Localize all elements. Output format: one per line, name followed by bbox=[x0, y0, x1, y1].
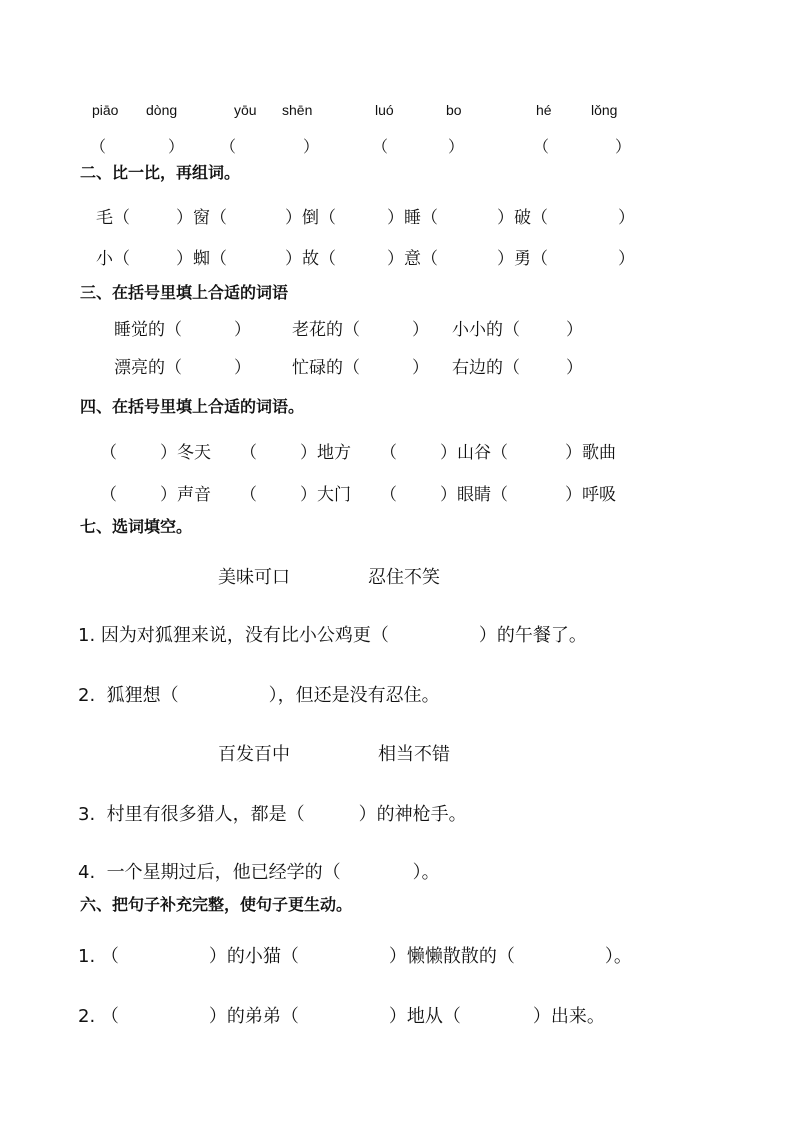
question-line: 1. 因为对狐狸来说，没有比小公鸡更（ ）的午餐了。 bbox=[78, 625, 587, 646]
word-choice: 百发百中 bbox=[218, 744, 290, 765]
pinyin-syllable: piāo bbox=[92, 102, 119, 118]
fill-cell: ）冬天 bbox=[160, 443, 211, 463]
pinyin-syllable: hé bbox=[536, 102, 552, 118]
fill-cell: ） bbox=[234, 320, 251, 340]
answer-paren: ） bbox=[168, 137, 185, 156]
compare-cell: ）勇（ bbox=[497, 249, 548, 269]
fill-cell: （ bbox=[100, 443, 117, 463]
pinyin-syllable: yōu bbox=[234, 102, 257, 118]
section-heading: 三、在括号里填上合适的词语 bbox=[80, 283, 289, 302]
fill-cell: （ bbox=[240, 485, 257, 505]
fill-cell: ） bbox=[566, 358, 583, 378]
compare-cell: ）倒（ bbox=[285, 208, 336, 228]
fill-cell: ） bbox=[234, 358, 251, 378]
fill-cell: 漂亮的（ bbox=[114, 358, 182, 378]
fill-cell: ）声音 bbox=[160, 485, 211, 505]
answer-paren: ） bbox=[303, 137, 320, 156]
compare-cell: 小（ bbox=[96, 249, 130, 269]
fill-cell: （ bbox=[100, 485, 117, 505]
answer-paren: （ bbox=[90, 137, 107, 156]
compare-cell: 毛（ bbox=[96, 208, 130, 228]
question-line: 2. （ ）的弟弟（ ）地从（ ）出来。 bbox=[78, 1006, 605, 1027]
fill-cell: ） bbox=[412, 358, 429, 378]
compare-cell: ）破（ bbox=[497, 208, 548, 228]
fill-cell: ）地方 bbox=[300, 443, 351, 463]
pinyin-syllable: luó bbox=[375, 102, 394, 118]
fill-cell: ）呼吸 bbox=[565, 485, 616, 505]
compare-cell: ）意（ bbox=[387, 249, 438, 269]
fill-cell: ）歌曲 bbox=[565, 443, 616, 463]
pinyin-syllable: lǒng bbox=[591, 102, 618, 118]
question-line: 3. 村里有很多猎人，都是（ ）的神枪手。 bbox=[78, 804, 467, 825]
compare-cell: ）故（ bbox=[285, 249, 336, 269]
question-line: 4. 一个星期过后，他已经学的（ ）。 bbox=[78, 862, 440, 883]
fill-cell: ） bbox=[566, 320, 583, 340]
fill-cell: （ bbox=[380, 443, 397, 463]
answer-paren: （ bbox=[533, 137, 550, 156]
pinyin-syllable: dòng bbox=[146, 102, 178, 118]
fill-cell: ）眼睛（ bbox=[440, 485, 508, 505]
compare-cell: ）睡（ bbox=[387, 208, 438, 228]
fill-cell: ） bbox=[412, 320, 429, 340]
fill-cell: 老花的（ bbox=[292, 320, 360, 340]
fill-cell: 睡觉的（ bbox=[114, 320, 182, 340]
fill-cell: （ bbox=[380, 485, 397, 505]
compare-cell: ） bbox=[618, 208, 635, 228]
fill-cell: 忙碌的（ bbox=[292, 358, 360, 378]
compare-cell: ）蜘（ bbox=[176, 249, 227, 269]
answer-paren: ） bbox=[615, 137, 632, 156]
question-line: 1. （ ）的小猫（ ）懒懒散散的（ ）。 bbox=[78, 946, 632, 967]
fill-cell: ）山谷（ bbox=[440, 443, 508, 463]
compare-cell: ） bbox=[618, 249, 635, 269]
section-heading: 六、把句子补充完整，使句子更生动。 bbox=[80, 895, 353, 914]
section-heading: 四、在括号里填上合适的词语。 bbox=[80, 397, 305, 416]
fill-cell: （ bbox=[240, 443, 257, 463]
pinyin-syllable: shēn bbox=[282, 102, 313, 118]
section-heading: 二、比一比，再组词。 bbox=[80, 163, 241, 182]
pinyin-syllable: bo bbox=[446, 102, 462, 118]
answer-paren: （ bbox=[372, 137, 389, 156]
fill-cell: 小小的（ bbox=[452, 320, 520, 340]
word-choice: 忍住不笑 bbox=[368, 567, 440, 588]
section-heading: 七、选词填空。 bbox=[80, 517, 193, 536]
compare-cell: ）窗（ bbox=[176, 208, 227, 228]
answer-paren: ） bbox=[448, 137, 465, 156]
question-line: 2. 狐狸想（ ），但还是没有忍住。 bbox=[78, 685, 440, 706]
fill-cell: 右边的（ bbox=[452, 358, 520, 378]
word-choice: 美味可口 bbox=[218, 567, 290, 588]
word-choice: 相当不错 bbox=[378, 744, 450, 765]
answer-paren: （ bbox=[220, 137, 237, 156]
fill-cell: ）大门 bbox=[300, 485, 351, 505]
